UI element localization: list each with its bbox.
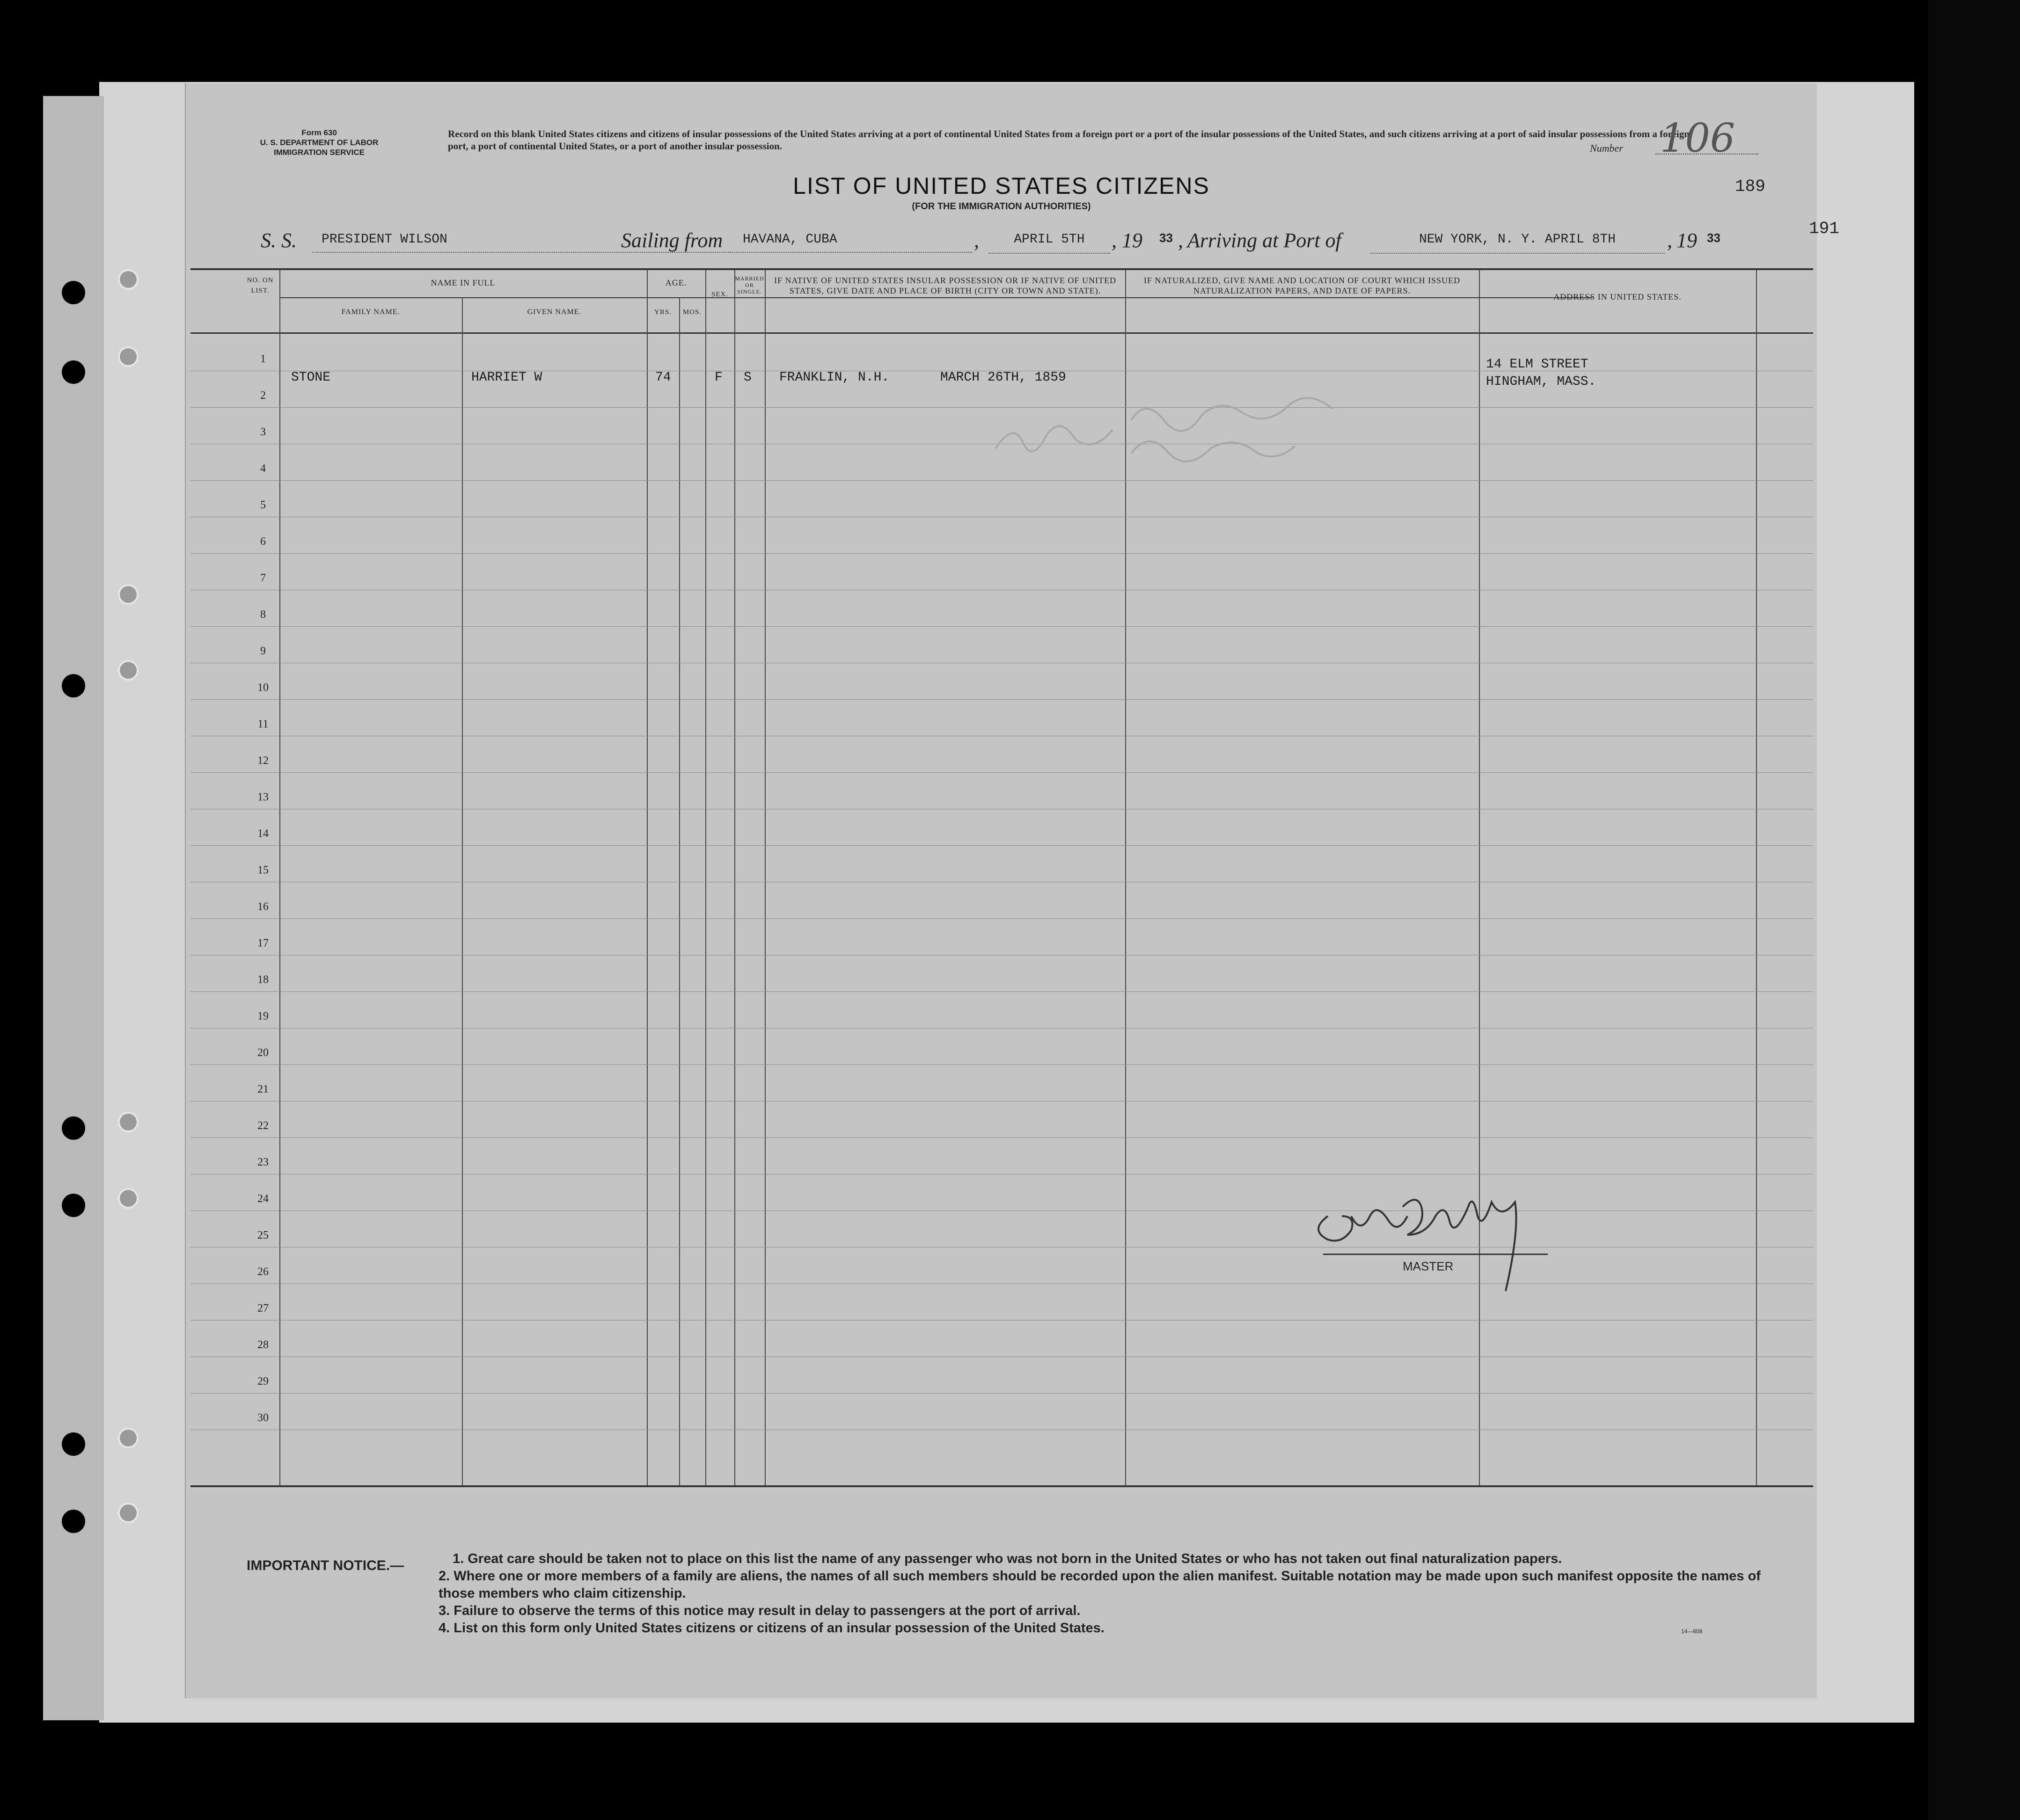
sail-year-prefix: 19 xyxy=(1122,229,1142,252)
row-number: 4 xyxy=(260,462,266,475)
table-row xyxy=(190,480,1813,481)
row-number: 11 xyxy=(257,718,269,730)
binder-hole xyxy=(62,1116,85,1140)
form-sheet xyxy=(185,83,1839,1698)
table-row xyxy=(190,1320,1813,1321)
col-header-yrs: YRS. xyxy=(654,308,672,316)
col-header-sex: SEX. xyxy=(711,291,729,298)
row-number: 29 xyxy=(257,1375,269,1387)
row-number: 26 xyxy=(257,1266,269,1278)
address-line-1: 14 ELM STREET xyxy=(1486,357,1588,372)
col-header-given-name: GIVEN NAME. xyxy=(527,308,582,316)
row-number: 8 xyxy=(260,609,266,621)
row-number: 21 xyxy=(257,1083,269,1095)
sailing-port: HAVANA, CUBA xyxy=(729,232,972,253)
sex-cell: F xyxy=(715,370,723,385)
header-bottom-rule xyxy=(190,332,1813,334)
form-code: 14—608 xyxy=(1681,1628,1703,1635)
row-number: 19 xyxy=(257,1010,269,1022)
comma: , xyxy=(1112,229,1117,252)
form-number: Form 630 xyxy=(301,128,337,137)
row-number: 28 xyxy=(257,1339,269,1351)
col-header-name-in-full: NAME IN FULL xyxy=(431,278,496,287)
row-number: 27 xyxy=(257,1302,269,1314)
table-row xyxy=(190,699,1813,700)
row-number: 18 xyxy=(257,974,269,986)
table-row xyxy=(190,1393,1813,1394)
col-header-mos: MOS. xyxy=(682,308,702,316)
row-number: 16 xyxy=(257,901,269,913)
master-signature xyxy=(1309,1188,1590,1310)
binder-ring xyxy=(118,660,139,681)
sailing-date: APRIL 5TH xyxy=(988,232,1110,254)
col-header-age: AGE. xyxy=(665,278,687,287)
binder-hole xyxy=(62,1194,85,1217)
row-number: 17 xyxy=(257,937,269,949)
subheader-rule xyxy=(279,297,1592,298)
given-name-cell: HARRIET W xyxy=(471,370,542,385)
notice-item-1: 1. Great care should be taken not to place on this list the name of any passenger who was not born in the United States or who has not taken out final naturalization papers. xyxy=(453,1551,1562,1566)
row-number: 15 xyxy=(257,864,269,876)
table-row xyxy=(190,1064,1813,1065)
row-number: 30 xyxy=(257,1412,269,1424)
birth-date-cell: MARCH 26TH, 1859 xyxy=(940,370,1066,385)
col-header-address: ADDRESS IN UNITED STATES. xyxy=(1553,292,1682,301)
binder-hole xyxy=(62,1510,85,1533)
col-divider xyxy=(734,270,735,1485)
row-number: 6 xyxy=(260,536,266,548)
notice-item-3: 3. Failure to observe the terms of this notice may result in delay to passengers at the port of arrival. xyxy=(439,1603,1081,1618)
table-bottom-rule xyxy=(190,1485,1813,1487)
birth-place-cell: FRANKLIN, N.H. xyxy=(779,370,890,385)
binder-hole xyxy=(62,1432,85,1456)
row-number: 3 xyxy=(260,426,266,438)
col-divider xyxy=(765,270,766,1485)
row-number: 25 xyxy=(257,1229,269,1241)
row-number: 20 xyxy=(257,1047,269,1059)
table-row xyxy=(190,918,1813,919)
table-row xyxy=(190,991,1813,992)
binder-ring xyxy=(118,346,139,367)
binder-ring xyxy=(118,584,139,605)
col-divider xyxy=(647,270,648,1485)
col-divider xyxy=(462,297,463,1485)
ship-name: PRESIDENT WILSON xyxy=(312,232,797,253)
row-number: 5 xyxy=(260,499,266,511)
table-top-rule xyxy=(190,268,1813,270)
col-header-naturalized: IF NATURALIZED, GIVE NAME AND LOCATION OF COURT WHICH ISSUED NATURALIZATION PAPERS, AND DATE OF PAPERS. xyxy=(1143,276,1461,295)
row-number: 22 xyxy=(257,1120,269,1132)
binder-hole xyxy=(62,360,85,384)
form-instructions: Record on this blank United States citizens and citizens of insular possessions of the United States arriving at a port of continental United States from a foreign port or a port of the insular possessions of the United States, and such citizens arriving at a port of said insular possessions from a foreign port, a port of continental United States, or a port of another insular possession. xyxy=(448,128,1690,152)
row-number: 23 xyxy=(257,1156,269,1168)
department-name: U. S. DEPARTMENT OF LABOR xyxy=(260,138,379,147)
row-number: 7 xyxy=(260,572,266,584)
family-name-cell: STONE xyxy=(291,370,331,385)
signature-line xyxy=(1323,1254,1548,1255)
binder-strip xyxy=(43,96,104,1720)
arriving-label: Arriving at Port of xyxy=(1187,229,1341,252)
address-line-2: HINGHAM, MASS. xyxy=(1486,374,1596,389)
comma: , xyxy=(1667,229,1672,252)
sailing-label: Sailing from xyxy=(621,229,723,252)
table-row xyxy=(190,553,1813,554)
table-row xyxy=(190,626,1813,627)
age-years-cell: 74 xyxy=(655,370,671,385)
service-name: IMMIGRATION SERVICE xyxy=(274,148,365,157)
binder-hole xyxy=(62,281,85,304)
arrival-port: NEW YORK, N. Y. APRIL 8TH xyxy=(1370,232,1665,254)
notice-title: IMPORTANT NOTICE.— xyxy=(247,1558,404,1573)
table-row xyxy=(190,845,1813,846)
binder-ring xyxy=(118,1503,139,1523)
row-number: 24 xyxy=(257,1193,269,1205)
sail-year: 33 xyxy=(1159,231,1173,245)
scanner-edge-right xyxy=(1928,0,2020,1820)
page-title: LIST OF UNITED STATES CITIZENS xyxy=(793,173,1210,199)
list-number: 106 xyxy=(1660,115,1735,161)
arrival-year-prefix: 19 xyxy=(1676,229,1697,252)
col-header-family-name: FAMILY NAME. xyxy=(341,308,400,316)
binder-ring xyxy=(118,269,139,290)
row-number: 10 xyxy=(257,682,269,694)
col-divider xyxy=(705,270,706,1485)
page-number: 189 xyxy=(1735,177,1765,196)
binder-ring xyxy=(118,1112,139,1132)
col-header-birth: IF NATIVE OF UNITED STATES INSULAR POSSESSION OR IF NATIVE OF UNITED STATES, GIVE DATE AND PLACE OF BIRTH (CITY OR TOWN AND STATE). xyxy=(774,276,1117,295)
notice-item-4: 4. List on this form only United States citizens or citizens of an insular possession of the United States. xyxy=(439,1621,1105,1636)
comma: , xyxy=(1178,229,1183,252)
binder-hole xyxy=(62,674,85,697)
binder-ring xyxy=(118,1188,139,1209)
pencil-annotation xyxy=(991,392,1412,467)
number-label: Number xyxy=(1590,142,1623,154)
row-number: 2 xyxy=(260,389,266,402)
col-divider xyxy=(679,297,680,1485)
row-number: 14 xyxy=(257,828,269,840)
ss-label: S. S. xyxy=(261,229,297,252)
row-number: 12 xyxy=(257,755,269,767)
arrival-year: 33 xyxy=(1707,231,1720,245)
row-number: 1 xyxy=(260,353,266,365)
row-number: 13 xyxy=(257,791,269,803)
margin-number: 191 xyxy=(1809,219,1839,238)
col-divider xyxy=(1756,270,1757,1485)
col-header-no: NO. ON LIST. xyxy=(247,277,274,294)
table-row xyxy=(190,772,1813,773)
page-subtitle: (FOR THE IMMIGRATION AUTHORITIES) xyxy=(912,201,1091,212)
comma: , xyxy=(974,229,979,252)
row-number: 9 xyxy=(260,645,266,657)
notice-item-2: 2. Where one or more members of a family are aliens, the names of all such members should be recorded upon the alien manifest. Suitable notation may be made upon such manifest opposite the names of those members who claim citizenship. xyxy=(439,1569,1761,1601)
master-label: MASTER xyxy=(1403,1259,1454,1273)
department-block xyxy=(233,128,406,157)
marital-cell: S xyxy=(744,370,752,385)
col-header-married: MARRIED OR SINGLE. xyxy=(735,275,764,295)
binder-ring xyxy=(118,1428,139,1448)
